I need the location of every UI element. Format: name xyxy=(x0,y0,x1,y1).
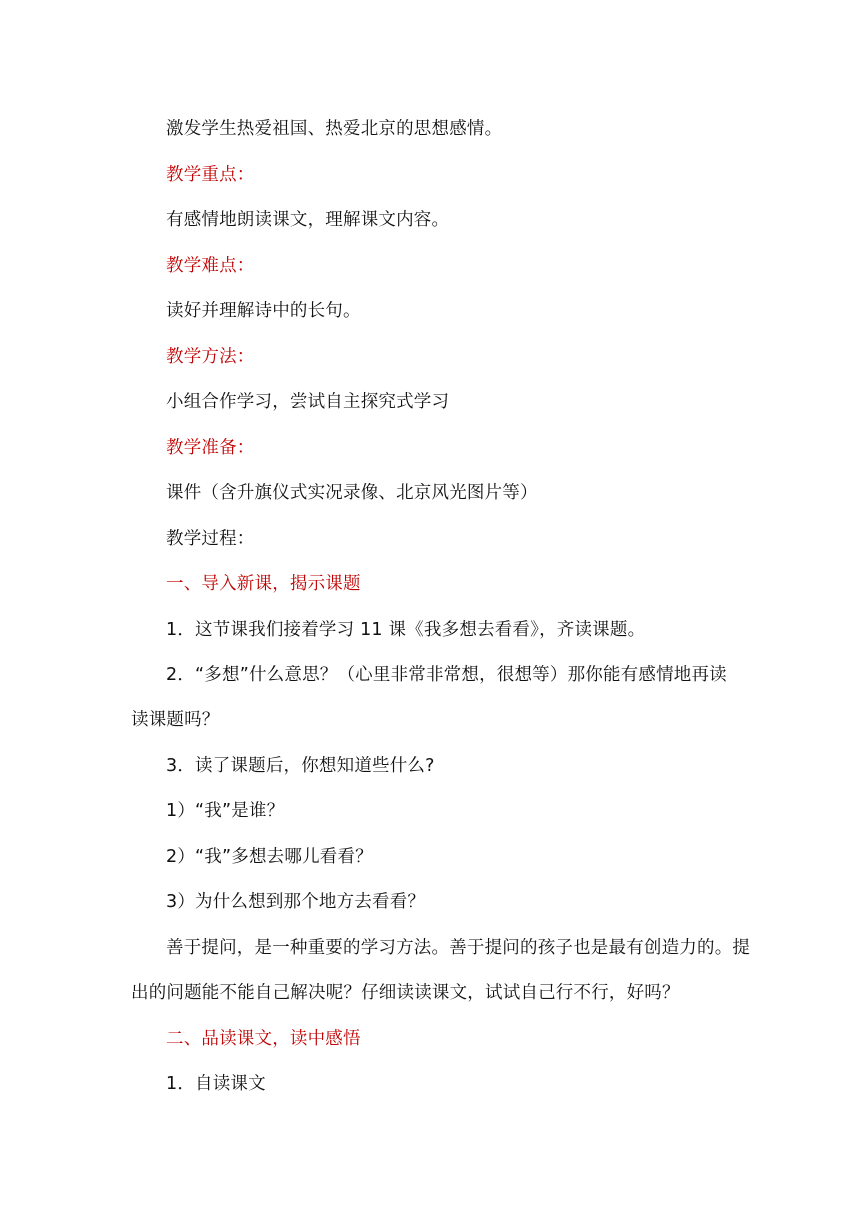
section-heading-key-points: 教学重点： xyxy=(166,165,255,185)
text-line: 有感情地朗读课文，理解课文内容。 xyxy=(166,210,450,230)
text-line: 1．自读课文 xyxy=(166,1074,266,1094)
section-heading-part-two: 二、品读课文，读中感悟 xyxy=(166,1029,361,1049)
section-heading-methods: 教学方法： xyxy=(166,347,255,367)
text-line: 1．这节课我们接着学习 11 课《我多想去看看》，齐读课题。 xyxy=(166,620,646,640)
section-heading-preparation: 教学准备： xyxy=(166,438,255,458)
text-line: 小组合作学习，尝试自主探究式学习 xyxy=(166,392,450,412)
text-line: 1）“我”是谁？ xyxy=(166,801,285,821)
text-line: 3．读了课题后，你想知道些什么? xyxy=(166,756,435,776)
text-line: 激发学生热爱祖国、热爱北京的思想感情。 xyxy=(166,119,503,139)
text-line: 课件（含升旗仪式实况录像、北京风光图片等） xyxy=(166,483,538,503)
section-heading-part-one: 一、导入新课，揭示课题 xyxy=(166,574,361,594)
text-line: 2）“我”多想去哪儿看看？ xyxy=(166,847,373,867)
text-line-continuation: 读课题吗？ xyxy=(131,710,220,730)
text-line-continuation: 出的问题能不能自己解决呢？仔细读读课文，试试自己行不行，好吗？ xyxy=(131,983,680,1003)
text-line: 2．“多想”什么意思？（心里非常非常想，很想等）那你能有感情地再读 xyxy=(166,665,727,685)
text-line: 善于提问，是一种重要的学习方法。善于提问的孩子也是最有创造力的。提 xyxy=(166,938,751,958)
text-line: 教学过程： xyxy=(166,529,255,549)
text-line: 读好并理解诗中的长句。 xyxy=(166,301,361,321)
text-line: 3）为什么想到那个地方去看看？ xyxy=(166,892,426,912)
section-heading-difficulties: 教学难点： xyxy=(166,256,255,276)
